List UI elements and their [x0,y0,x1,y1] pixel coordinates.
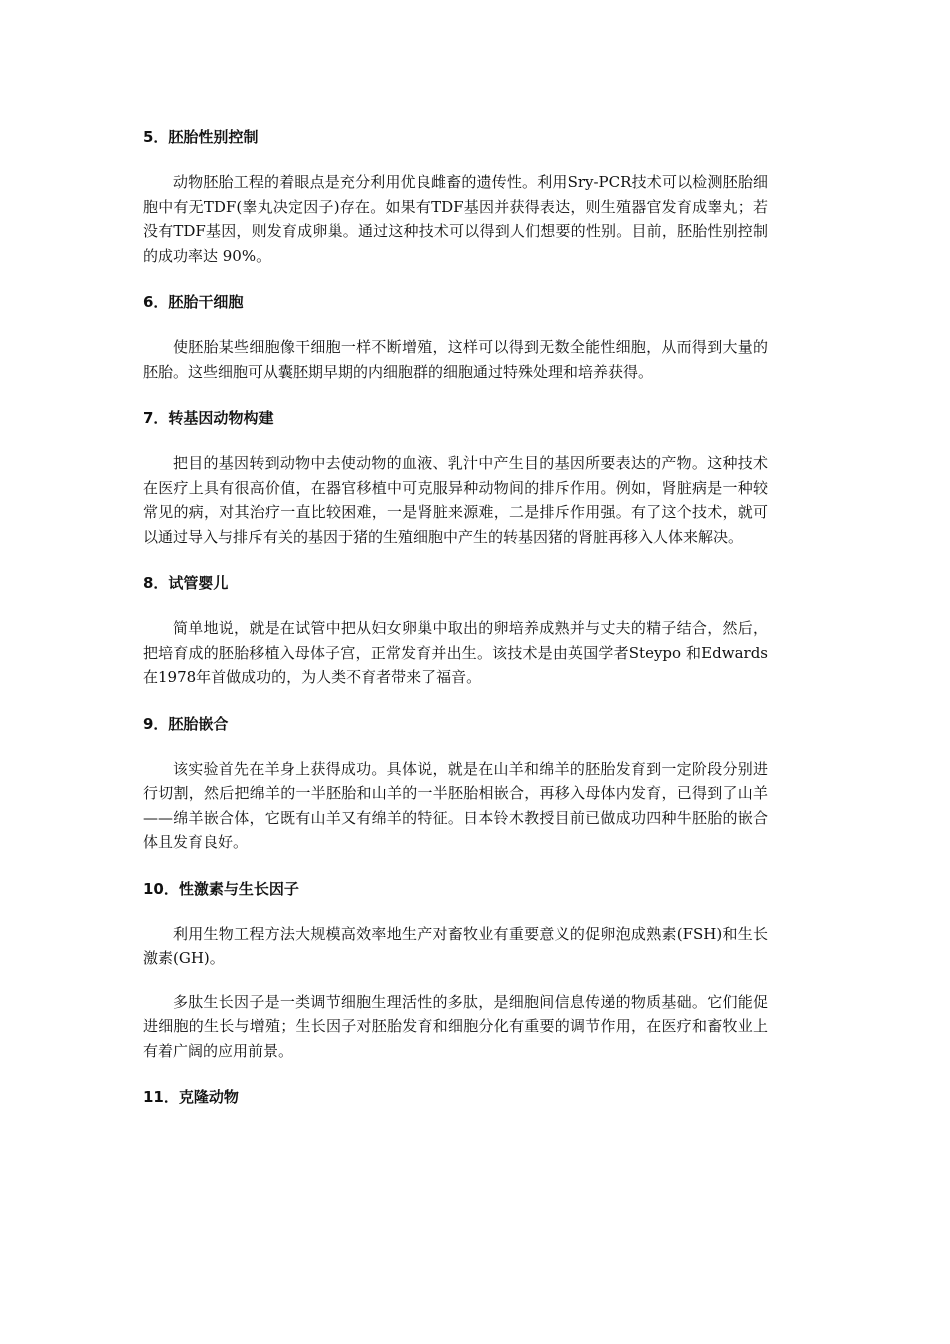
section-9-paragraph: 该实验首先在羊身上获得成功。具体说，就是在山羊和绵羊的胚胎发育到一定阶段分别进行切割，然后把绵羊的一半胚胎和山羊的一半胚胎相嵌合，再移入母体内发育，已得到了山羊——绵羊嵌合体，它既有山羊又有绵羊的特征。日本铃木教授目前已做成功四种牛胚胎的嵌合体且发育良好。 [143,759,768,851]
section-6-paragraph: 使胚胎某些细胞像干细胞一样不断增殖，这样可以得到无数全能性细胞，从而得到大量的胚胎。这些细胞可从囊胚期早期的内细胞群的细胞通过特殊处理和培养获得。 [143,338,768,381]
section-title-11: 11．克隆动物 [143,1088,239,1106]
section-8-paragraph: 简单地说，就是在试管中把从妇女卵巢中取出的卵培养成熟并与丈夫的精子结合，然后，把培育成的胚胎移植入母体子宫，正常发育并出生。该技术是由英国学者Steypo 和Edwards 在1978年首做成功的，为人类不育者带来了福音。 [143,619,768,686]
section-title-8: 8．试管婴儿 [143,574,229,592]
section-title-5: 5．胚胎性别控制 [143,128,259,146]
section-5-paragraph: 动物胚胎工程的着眼点是充分利用优良雌畜的遗传性。利用Sry-PCR技术可以检测胚胎细胞中有无TDF(睾丸决定因子)存在。如果有TDF基因并获得表达，则生殖器官发育成睾丸；若没有TDF基因，则发育成卵巢。通过这种技术可以得到人们想要的性别。目前，胚胎性别控制的成功率达 90%。 [143,173,768,265]
section-title-7: 7．转基因动物构建 [143,409,274,427]
document-body [143,124,768,1110]
section-10-paragraph-2: 多肽生长因子是一类调节细胞生理活性的多肽，是细胞间信息传递的物质基础。它们能促进细胞的生长与增殖；生长因子对胚胎发育和细胞分化有重要的调节作用，在医疗和畜牧业上有着广阔的应用前景。 [143,992,768,1060]
section-10-paragraph-1: 利用生物工程方法大规模高效率地生产对畜牧业有重要意义的促卵泡成熟素(FSH)和生长激素(GH)。 [143,924,768,967]
section-7-paragraph: 把目的基因转到动物中去使动物的血液、乳汁中产生目的基因所要表达的产物。这种技术在医疗上具有很高价值，在器官移植中可克服异种动物间的排斥作用。例如，肾脏病是一种较常见的病，对其治疗一直比较困难，一是肾脏来源难，二是排斥作用强。有了这个技术，就可以通过导入与排斥有关的基因于猪的生殖细胞中产生的转基因猪的肾脏再移入人体来解决。 [143,454,768,546]
section-title-10: 10．性激素与生长因子 [143,879,299,898]
section-title-9: 9．胚胎嵌合 [143,714,229,733]
section-title-6: 6．胚胎干细胞 [143,293,244,311]
